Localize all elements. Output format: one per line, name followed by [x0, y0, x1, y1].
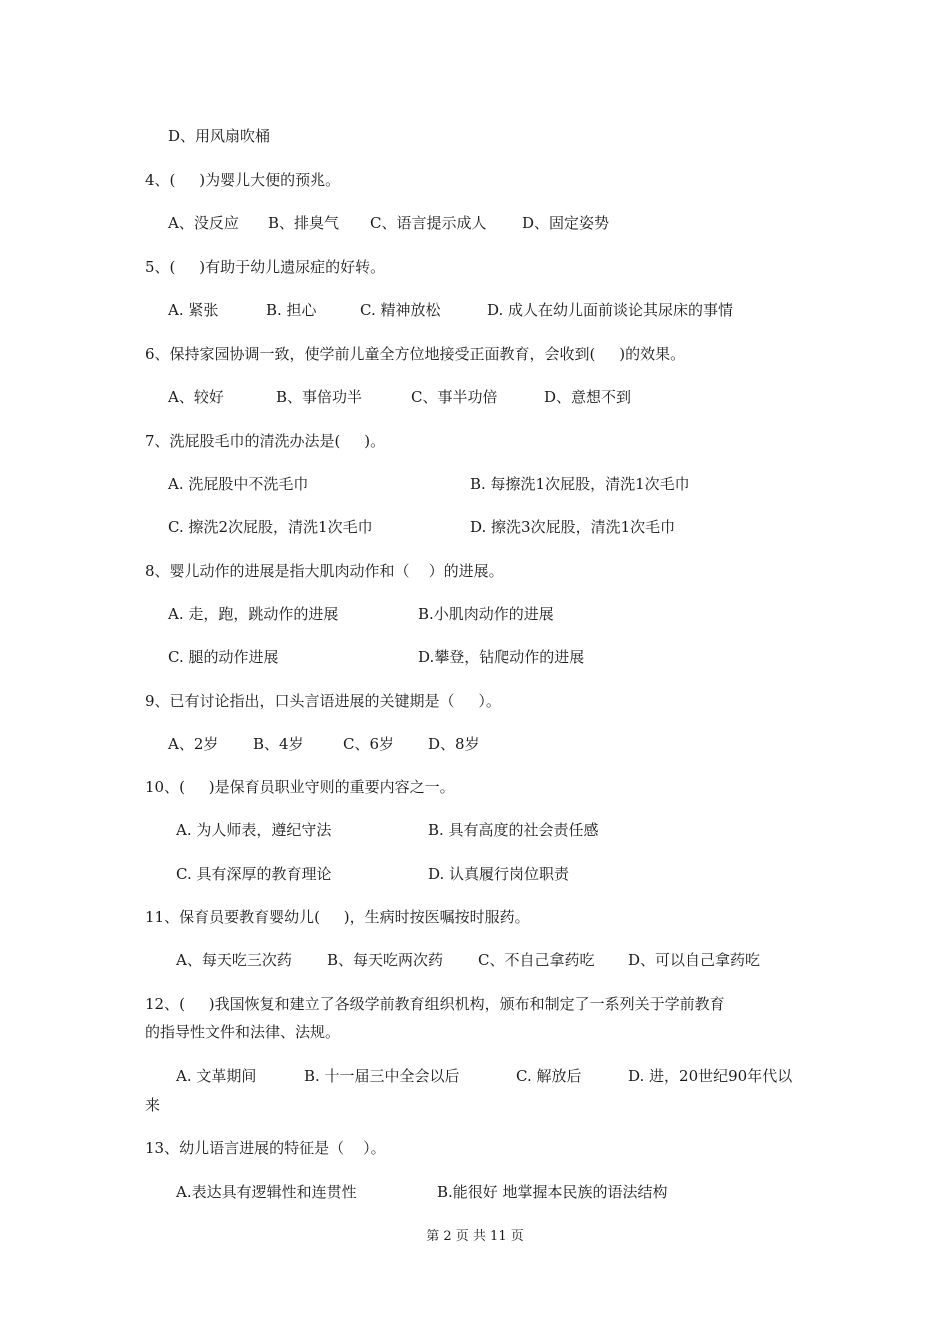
- text-line: 12、( )我国恢复和建立了各级学前教育组织机构，颁布和制定了一系列关于学前教育: [145, 995, 725, 1013]
- answer-option: A.表达具有逻辑性和连贯性: [176, 1183, 357, 1201]
- answer-option: D. 擦洗3次屁股，清洗1次毛巾: [470, 518, 676, 536]
- answer-option: D. 成人在幼儿面前谈论其尿床的事情: [487, 301, 734, 319]
- answer-option: A. 文革期间: [176, 1067, 257, 1085]
- answer-option: C、事半功倍: [411, 388, 498, 406]
- answer-option: D. 进，20世纪90年代以: [628, 1067, 793, 1085]
- answer-option: D、意想不到: [544, 388, 632, 406]
- answer-option: C. 腿的动作进展: [168, 648, 279, 666]
- answer-option: B.能很好 地掌握本民族的语法结构: [437, 1183, 668, 1201]
- answer-option: C. 具有深厚的教育理论: [176, 865, 332, 883]
- text-line: D、用风扇吹桶: [168, 127, 271, 145]
- answer-option: A. 洗屁股中不洗毛巾: [168, 475, 309, 493]
- answer-option: C、不自己拿药吃: [478, 951, 595, 969]
- text-line: 10、( )是保育员职业守则的重要内容之一。: [145, 778, 455, 796]
- answer-option: B. 每擦洗1次屁股，清洗1次毛巾: [470, 475, 690, 493]
- answer-option: D.攀登，钻爬动作的进展: [418, 648, 585, 666]
- text-line: 9、已有讨论指出，口头言语进展的关键期是（ ）。: [145, 692, 501, 710]
- text-line: 11、保育员要教育婴幼儿( )，生病时按医嘱按时服药。: [145, 908, 530, 926]
- answer-option: D、8岁: [428, 735, 480, 753]
- answer-option: B. 担心: [266, 301, 317, 319]
- answer-option: B、每天吃两次药: [327, 951, 444, 969]
- answer-option: A、较好: [168, 388, 224, 406]
- answer-option: A. 为人师表，遵纪守法: [176, 821, 332, 839]
- answer-option: C. 解放后: [516, 1067, 582, 1085]
- answer-option: B.小肌肉动作的进展: [418, 605, 554, 623]
- text-line: 8、婴儿动作的进展是指大肌肉动作和（ ）的进展。: [145, 562, 504, 580]
- text-line: 5、( )有助于幼儿遗尿症的好转。: [145, 258, 386, 276]
- answer-option: D. 认真履行岗位职责: [428, 865, 570, 883]
- answer-option: A、每天吃三次药: [176, 951, 292, 969]
- answer-option: A. 走，跑，跳动作的进展: [168, 605, 339, 623]
- answer-option: A. 紧张: [168, 301, 219, 319]
- answer-option: D、可以自己拿药吃: [628, 951, 761, 969]
- text-line: 的指导性文件和法律、法规。: [145, 1023, 341, 1041]
- answer-option: D、固定姿势: [522, 214, 610, 232]
- answer-option: B. 十一届三中全会以后: [304, 1067, 460, 1085]
- page-footer: 第 2 页 共 11 页: [426, 1229, 524, 1244]
- text-line: 来: [145, 1096, 161, 1114]
- text-line: 6、保持家园协调一致，使学前儿童全方位地接受正面教育，会收到( )的效果。: [145, 345, 686, 363]
- answer-option: C. 擦洗2次屁股，清洗1次毛巾: [168, 518, 373, 536]
- answer-option: B、排臭气: [268, 214, 340, 232]
- answer-option: C. 精神放松: [360, 301, 441, 319]
- text-line: 13、幼儿语言进展的特征是（ ）。: [145, 1139, 386, 1157]
- answer-option: B. 具有高度的社会责任感: [428, 821, 599, 839]
- answer-option: A、没反应: [168, 214, 239, 232]
- answer-option: B、事倍功半: [276, 388, 363, 406]
- answer-option: C、6岁: [343, 735, 395, 753]
- answer-option: A、2岁: [168, 735, 219, 753]
- text-line: 4、( )为婴儿大便的预兆。: [145, 171, 341, 189]
- answer-option: B、4岁: [253, 735, 304, 753]
- answer-option: C、语言提示成人: [370, 214, 487, 232]
- text-line: 7、洗屁股毛巾的清洗办法是( )。: [145, 432, 386, 450]
